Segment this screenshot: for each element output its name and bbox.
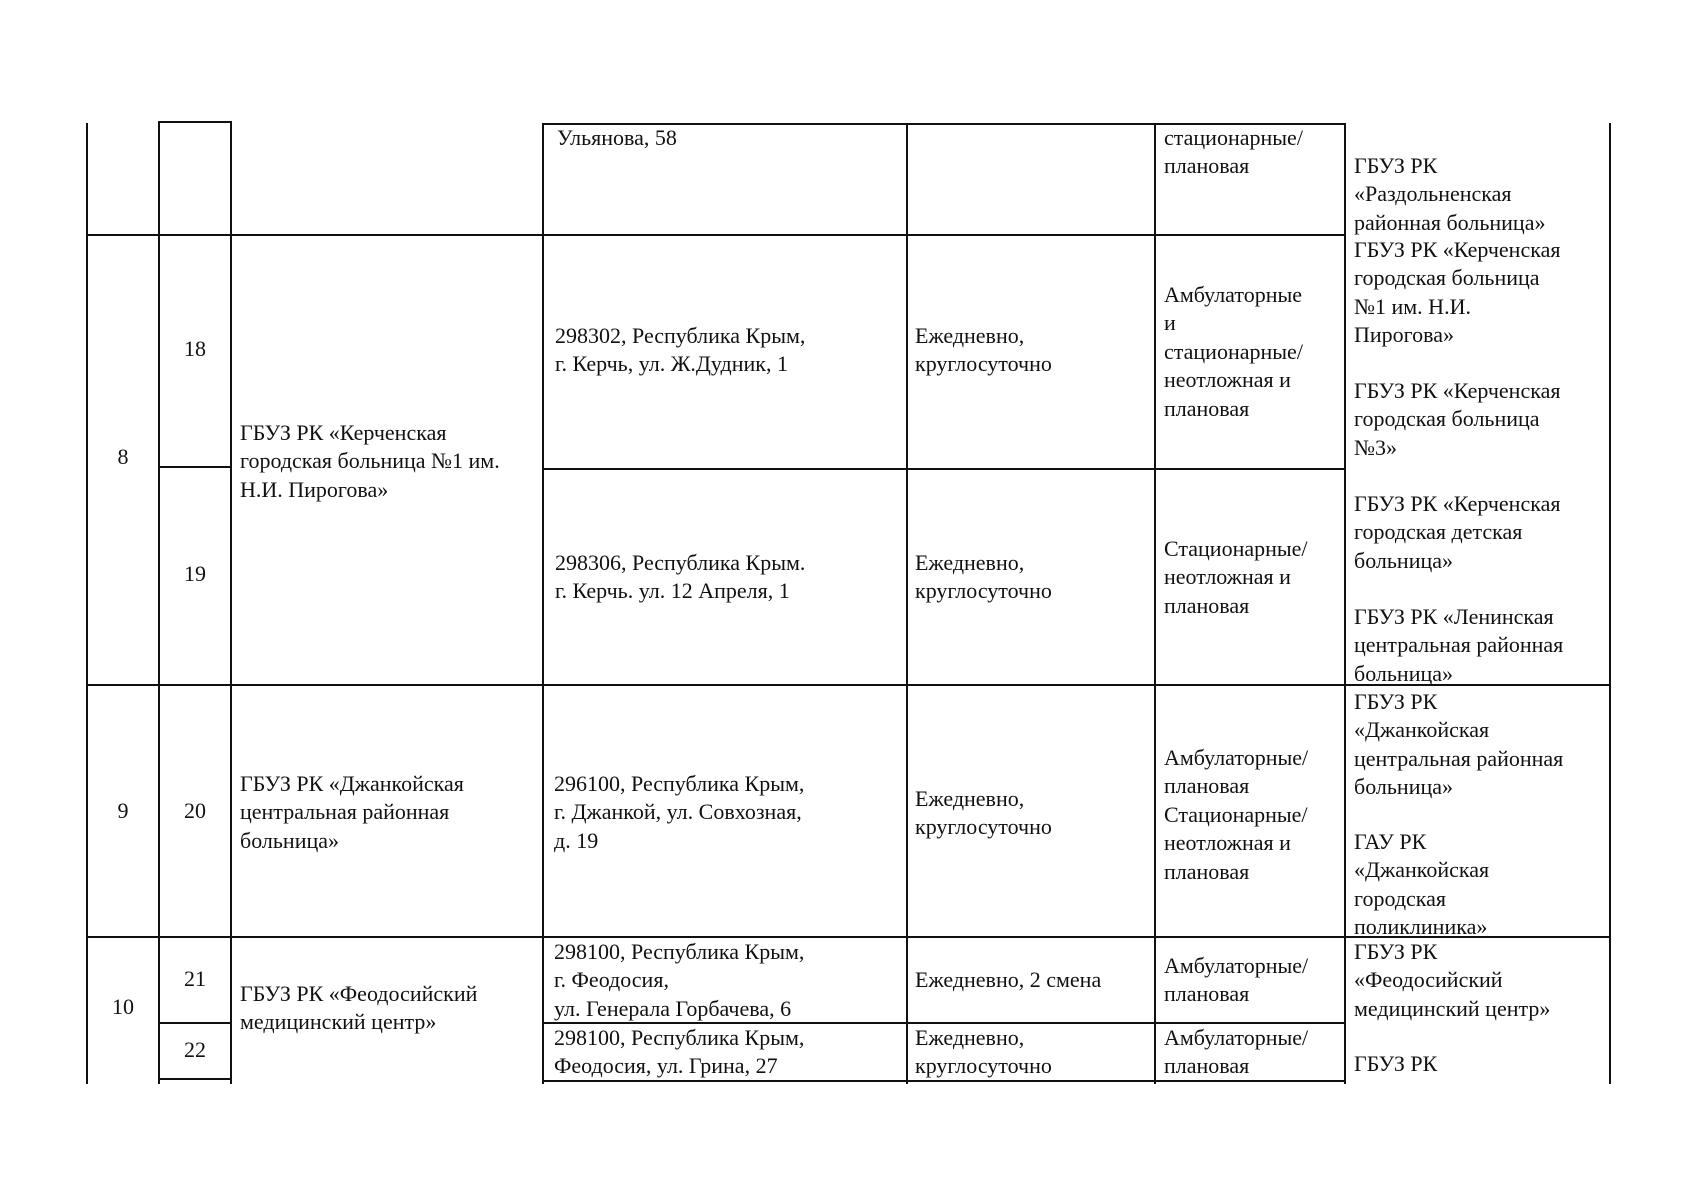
address-cell: Ульянова, 58 — [557, 125, 677, 150]
organization-name: ГБУЗ РК «Джанкойская центральная районная больница» — [240, 771, 464, 853]
attached-org-cell: ГБУЗ РК «Керченская городская больница №3» — [1354, 378, 1561, 460]
care-type-cell: Стационарные/ неотложная и плановая — [1164, 536, 1308, 618]
table-border-left — [86, 123, 88, 1084]
organization-name: ГБУЗ РК «Керченская городская больница №1 им. Н.И. Пирогова» — [240, 420, 500, 502]
item-number: 19 — [184, 561, 206, 586]
schedule-cell: Ежедневно, круглосуточно — [915, 323, 1052, 377]
address-cell: 298302, Республика Крым, г. Керчь, ул. Ж.Дудник, 1 — [555, 323, 806, 377]
column-line — [1154, 123, 1156, 1084]
group-number: 8 — [117, 444, 129, 469]
attached-org-cell: ГБУЗ РК «Керченская городская больница №1 им. Н.И. Пирогова» — [1354, 237, 1561, 348]
item-number: 20 — [184, 798, 206, 823]
care-type-cell: стационарные/ плановая — [1164, 125, 1303, 179]
care-type-cell: Амбулаторные/ плановая Стационарные/ неотложная и плановая — [1164, 745, 1309, 884]
item-number: 21 — [184, 966, 206, 991]
care-type-cell: Амбулаторные/ плановая — [1164, 1025, 1309, 1079]
schedule-cell: Ежедневно, круглосуточно — [915, 550, 1052, 604]
attached-org-cell: ГБУЗ РК «Феодосийский медицинский центр» — [1354, 939, 1551, 1021]
item-number: 22 — [184, 1037, 206, 1062]
address-cell: 296100, Республика Крым, г. Джанкой, ул. Совхозная, д. 19 — [554, 771, 805, 853]
group-number: 9 — [117, 798, 129, 823]
row-line — [158, 1078, 230, 1080]
schedule-cell: Ежедневно, 2 смена — [915, 967, 1102, 992]
row-line — [158, 1022, 230, 1024]
care-type-cell: Амбулаторные/ плановая — [1164, 953, 1309, 1007]
table-border-right — [1609, 123, 1611, 1084]
attached-org-cell: ГАУ РК «Джанкойская городская поликлиника» — [1354, 829, 1490, 940]
column-line — [230, 121, 232, 1084]
row-line — [158, 466, 230, 468]
group-number: 10 — [112, 994, 134, 1019]
row-line — [86, 234, 1344, 236]
column-line — [1344, 123, 1346, 1084]
address-cell: 298100, Республика Крым, Феодосия, ул. Грина, 27 — [554, 1025, 805, 1079]
item-number: 18 — [184, 336, 206, 361]
column-line — [906, 123, 908, 1084]
schedule-cell: Ежедневно, круглосуточно — [915, 1025, 1052, 1079]
row-line — [158, 121, 230, 123]
attached-org-cell: ГБУЗ РК «Ленинская центральная районная больница» — [1354, 604, 1564, 686]
attached-org-cell: ГБУЗ РК «Керченская городская детская больница» — [1354, 491, 1561, 573]
attached-org-cell: ГБУЗ РК «Раздольненская районная больница» — [1354, 153, 1546, 235]
attached-org-cell: ГБУЗ РК «Джанкойская центральная районная больница» — [1354, 689, 1564, 800]
row-line — [542, 468, 1344, 470]
care-type-cell: Амбулаторные и стационарные/ неотложная и плановая — [1164, 282, 1303, 421]
organization-name: ГБУЗ РК «Феодосийский медицинский центр» — [240, 981, 478, 1035]
attached-org-cell: ГБУЗ РК — [1354, 1051, 1438, 1076]
address-cell: 298306, Республика Крым. г. Керчь. ул. 12 Апреля, 1 — [555, 550, 806, 604]
column-line — [158, 121, 160, 1084]
address-cell: 298100, Республика Крым, г. Феодосия, ул. Генерала Горбачева, 6 — [554, 939, 805, 1021]
column-line — [542, 123, 544, 1084]
schedule-cell: Ежедневно, круглосуточно — [915, 786, 1052, 840]
